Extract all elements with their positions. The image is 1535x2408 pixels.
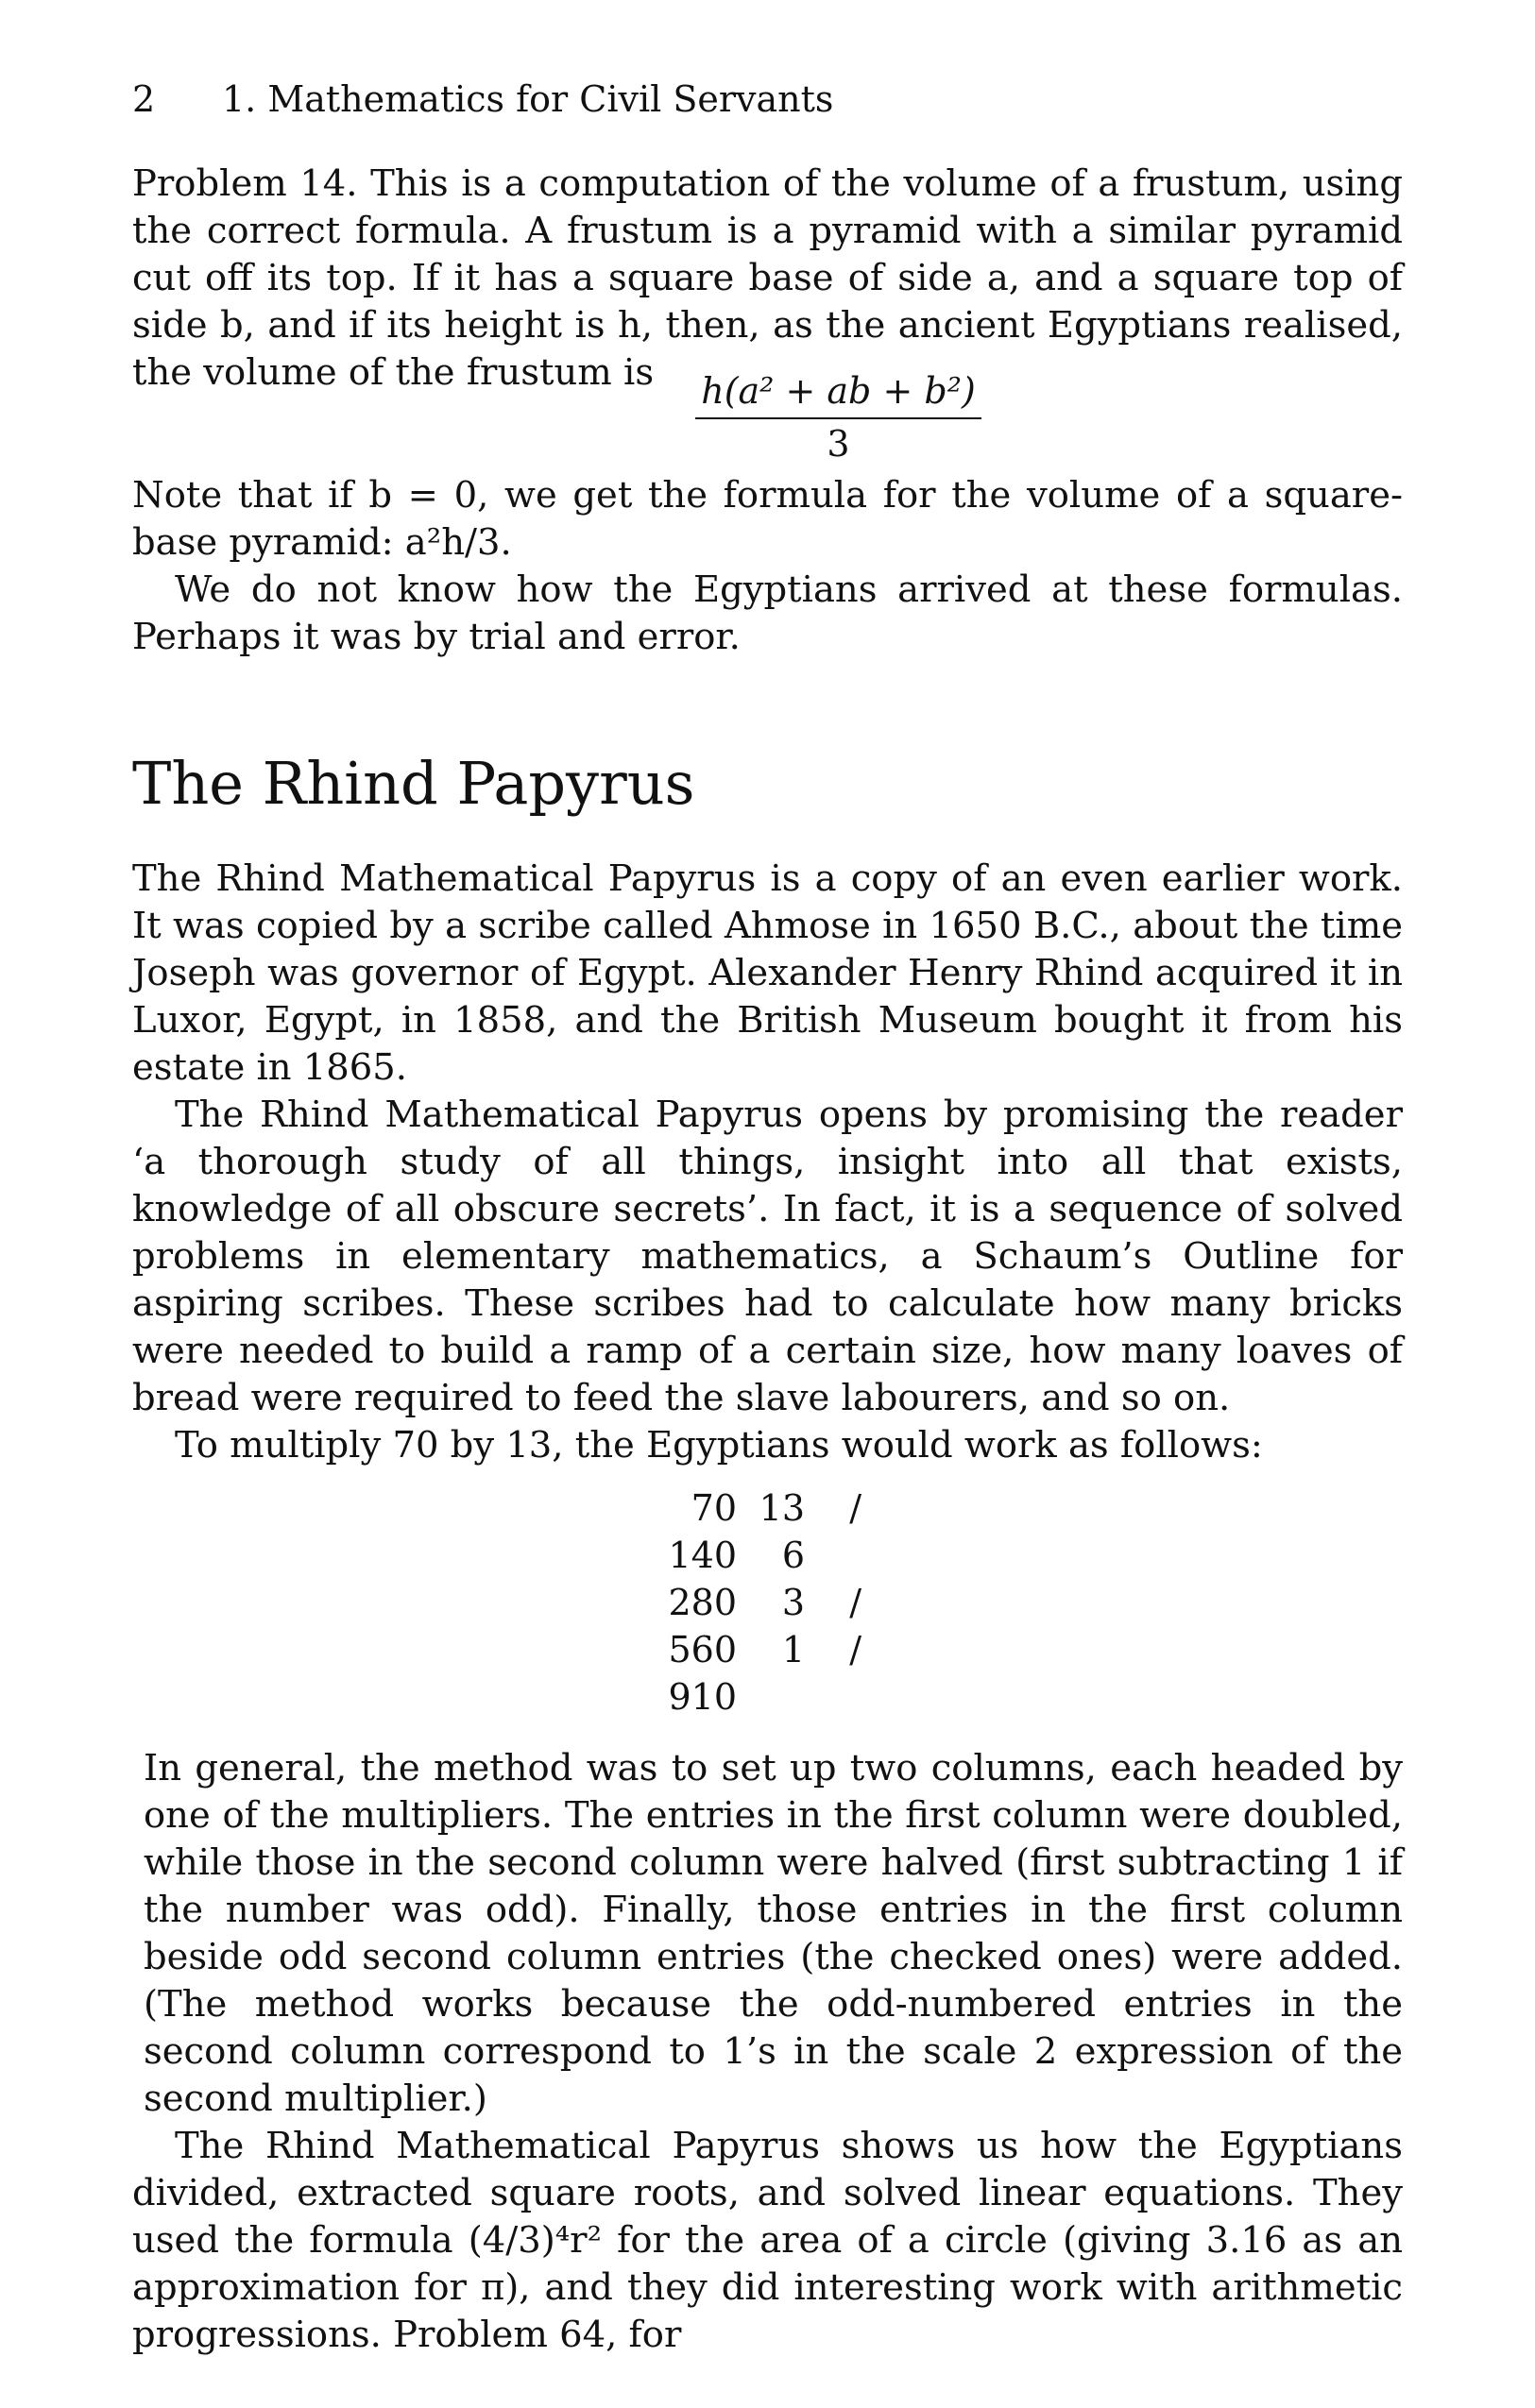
check-mark <box>805 1673 861 1721</box>
frustum-volume-formula <box>132 370 1403 466</box>
check-mark: / <box>849 1629 861 1670</box>
paragraph-rhind-history: The Rhind Mathematical Papyrus is a copy of an even earlier work. It was copied by a scribe called Ahmose in 1650 B.C., about the time Joseph was governor of Egypt. Alexander Henry Rhind acquired it in Luxor, Egypt, in 1858, and the British Museum bought it from his estate in 1865. <box>132 857 1403 1089</box>
table-row <box>650 1484 1403 1532</box>
paragraph-final: The Rhind Mathematical Papyrus shows us how the Egyptians divided, extracted square roots, and solved linear equations. They used the formula (4/3)⁴r² for the area of a circle (giving 3.16 as an approximation for π), and they did interesting work with arithmetic progressions. Problem 64, for <box>132 2125 1403 2356</box>
paragraph-method: In general, the method was to set up two columns, each headed by one of the multipliers. The entries in the first column were doubled, while those in the second column were halved (first subtracting 1 if the number was odd). Finally, those entries in the first column beside odd second column entries (the checked ones) were added. (The method works because the odd-numbered entries in the second column correspond to 1’s in the scale 2 expression of the second multiplier.) <box>144 1747 1403 2120</box>
doubled-cell: 560 <box>668 1629 737 1670</box>
doubled-cell: 280 <box>668 1582 737 1623</box>
halved-cell: 13 <box>759 1487 805 1529</box>
page-number: 2 <box>132 78 156 120</box>
total-cell: 910 <box>668 1676 737 1718</box>
fraction <box>695 368 981 466</box>
paragraph-note: Note that if b = 0, we get the formula for the volume of a square-base pyramid: a²h/3. <box>132 474 1403 564</box>
multiplication-table <box>650 1484 1403 1721</box>
table-row <box>650 1532 1403 1579</box>
page <box>132 57 1403 2359</box>
halved-cell: 6 <box>781 1535 805 1576</box>
formula-denominator: 3 <box>827 423 850 465</box>
paragraph-problem-14: Problem 14. This is a computation of the volume of a frustum, using the correct formula. A frustum is a pyramid with a similar pyramid cut off its top. If it has a square base of side a, and a square top of side b, and if its height is h, then, as the ancient Egyptians realised, the volume of the frustum is <box>132 162 1403 394</box>
halved-cell: 3 <box>781 1582 805 1623</box>
halved-cell: 1 <box>781 1629 805 1670</box>
table-row-total <box>650 1673 1403 1721</box>
check-mark <box>805 1532 861 1579</box>
paragraph-multiply-intro: To multiply 70 by 13, the Egyptians would work as follows: <box>175 1424 1263 1467</box>
paragraph-trial-and-error: We do not know how the Egyptians arrived at these formulas. Perhaps it was by trial and error. <box>132 568 1403 658</box>
table-row <box>650 1626 1403 1673</box>
running-header <box>132 76 1403 123</box>
halved-cell <box>737 1673 805 1721</box>
paragraph-rhind-contents: The Rhind Mathematical Papyrus opens by promising the reader ‘a thorough study of all things, insight into all that exists, knowledge of all obscure secrets’. In fact, it is a sequence of solved problems in elementary mathematics, a Schaum’s Outline for aspiring scribes. These scribes had to calculate how many bricks were needed to build a ramp of a certain size, how many loaves of bread were required to feed the slave labourers, and so on. <box>132 1094 1403 1419</box>
section-heading: The Rhind Papyrus <box>132 749 695 818</box>
table-row <box>650 1579 1403 1626</box>
doubled-cell: 70 <box>691 1487 737 1529</box>
formula-numerator: h(a² + ab + b²) <box>695 368 981 419</box>
doubled-cell: 140 <box>668 1535 737 1576</box>
chapter-title: 1. Mathematics for Civil Servants <box>222 78 834 120</box>
check-mark: / <box>849 1582 861 1623</box>
check-mark: / <box>849 1487 861 1529</box>
